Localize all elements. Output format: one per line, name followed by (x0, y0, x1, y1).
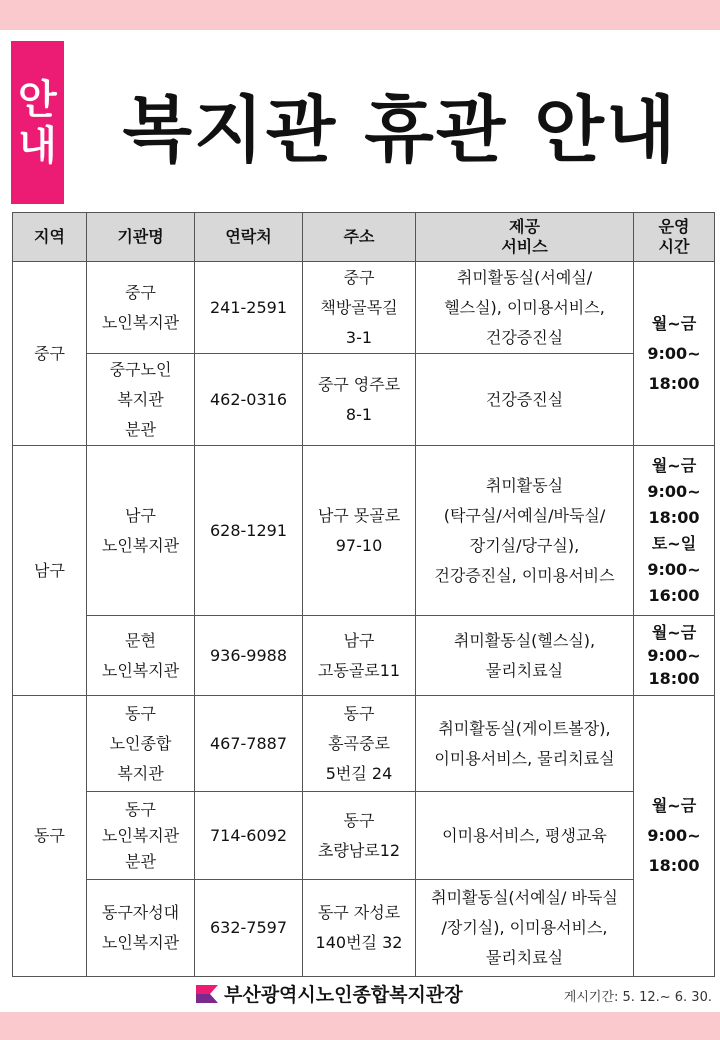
header-hours: 운영 시간 (634, 213, 715, 262)
phone-cell: 628-1291 (195, 446, 303, 616)
organization-name: 부산광역시노인종합복지관장 (224, 984, 463, 1006)
organization-logo-icon (196, 983, 218, 1005)
hours-cell: 월~금 9:00~ 18:00 토~일 9:00~ 16:00 (634, 446, 715, 616)
phone-cell: 241-2591 (195, 262, 303, 354)
page-title: 복지관 휴관 안내 (122, 88, 678, 172)
phone-cell: 714-6092 (195, 792, 303, 880)
footer-organization (196, 980, 463, 1007)
name-cell: 동구자성대 노인복지관 (87, 880, 195, 977)
notice-badge (11, 41, 64, 204)
phone-cell: 462-0316 (195, 354, 303, 446)
address-cell: 남구 못골로 97-10 (303, 446, 416, 616)
phone-cell: 936-9988 (195, 616, 303, 696)
header-service: 제공 서비스 (416, 213, 634, 262)
badge-char-2: 내 (18, 122, 57, 169)
table-row (13, 880, 715, 977)
header-region: 지역 (13, 213, 87, 262)
service-cell: 취미활동실(서예실/ 바둑실 /장기실), 이미용서비스, 물리치료실 (416, 880, 634, 977)
table-row (13, 354, 715, 446)
header-name: 기관명 (87, 213, 195, 262)
name-cell: 중구노인 복지관 분관 (87, 354, 195, 446)
badge-char-1: 안 (18, 76, 57, 123)
header-address: 주소 (303, 213, 416, 262)
table-row (13, 262, 715, 354)
service-cell: 이미용서비스, 평생교육 (416, 792, 634, 880)
name-cell: 문현 노인복지관 (87, 616, 195, 696)
region-cell: 중구 (13, 262, 87, 446)
region-cell: 남구 (13, 446, 87, 696)
name-cell: 동구 노인복지관 분관 (87, 792, 195, 880)
phone-cell: 467-7887 (195, 696, 303, 792)
bottom-band (0, 1012, 720, 1040)
phone-cell: 632-7597 (195, 880, 303, 977)
address-cell: 동구 자성로 140번길 32 (303, 880, 416, 977)
header-phone: 연락처 (195, 213, 303, 262)
closure-table (12, 212, 715, 977)
service-cell: 건강증진실 (416, 354, 634, 446)
address-cell: 동구 초량남로12 (303, 792, 416, 880)
hours-cell: 월~금 9:00~ 18:00 (634, 696, 715, 977)
service-cell: 취미활동실(서예실/ 헬스실), 이미용서비스, 건강증진실 (416, 262, 634, 354)
table-row (13, 696, 715, 792)
table-header-row (13, 213, 715, 262)
address-cell: 중구 책방골목길 3-1 (303, 262, 416, 354)
hours-cell: 월~금 9:00~ 18:00 (634, 262, 715, 446)
top-band (0, 0, 720, 30)
service-cell: 취미활동실 (탁구실/서예실/바둑실/ 장기실/당구실), 건강증진실, 이미용서비스 (416, 446, 634, 616)
address-cell: 남구 고동골로11 (303, 616, 416, 696)
posting-period: 게시기간: 5. 12.~ 6. 30. (563, 990, 712, 1005)
hours-cell: 월~금 9:00~ 18:00 (634, 616, 715, 696)
name-cell: 남구 노인복지관 (87, 446, 195, 616)
region-cell: 동구 (13, 696, 87, 977)
name-cell: 동구 노인종합 복지관 (87, 696, 195, 792)
address-cell: 중구 영주로 8-1 (303, 354, 416, 446)
service-cell: 취미활동실(게이트볼장), 이미용서비스, 물리치료실 (416, 696, 634, 792)
table-row (13, 792, 715, 880)
table-row (13, 616, 715, 696)
address-cell: 동구 홍곡중로 5번길 24 (303, 696, 416, 792)
name-cell: 중구 노인복지관 (87, 262, 195, 354)
table-row (13, 446, 715, 616)
service-cell: 취미활동실(헬스실), 물리치료실 (416, 616, 634, 696)
